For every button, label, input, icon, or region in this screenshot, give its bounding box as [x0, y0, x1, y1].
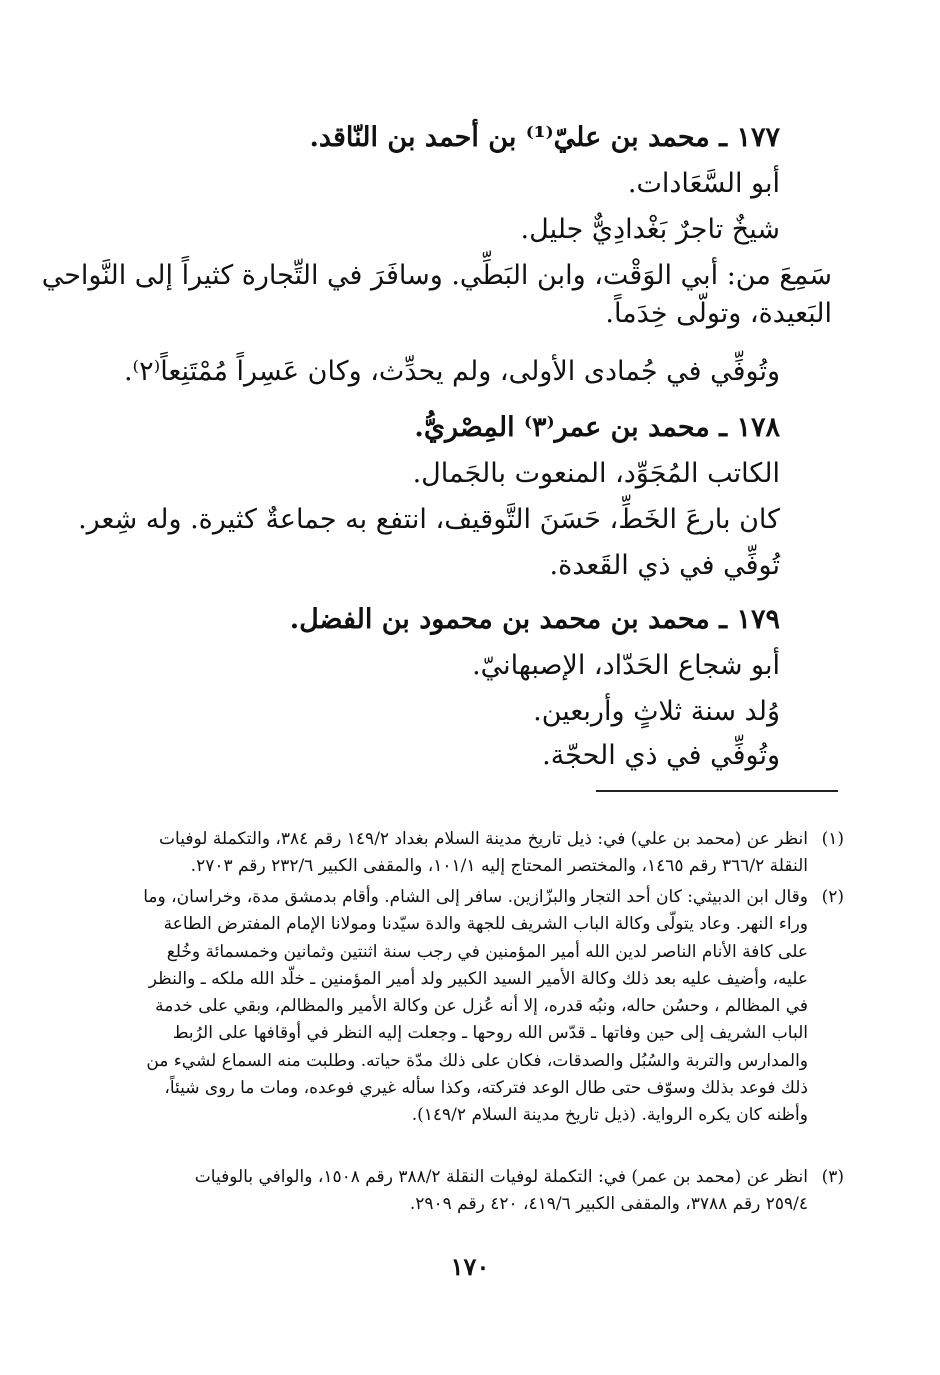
entry-line: شيخٌ تاجرٌ بَغْدادِيٌّ جليل.	[520, 214, 780, 245]
footnote-line: وراء النهر. وعاد يتولّى وكالة الباب الشريف للجهة والدة سيّدنا ومولانا الإمام المفترض الطاعة	[163, 914, 808, 935]
entry-line: كان بارعَ الخَطِّ، حَسَنَ التَّوقيف، انتفع به جماعةٌ كثيرة. وله شِعر.	[78, 504, 780, 535]
entry-line: وتُوفِّي في جُمادى الأولى، ولم يحدِّث، وكان عَسِراً مُمْتَنِعاً⁽٢⁾.	[123, 356, 780, 387]
footnote-text	[114, 1164, 808, 1219]
entry-line: وتُوفِّي في ذي الحجّة.	[542, 740, 780, 771]
footnote-line: الباب الشريف إلى حين وفاتها ـ قدّس الله روحها ـ وجعلت إليه النظر في أوقافها على الرُبط	[172, 1023, 808, 1044]
entry-line: أبو السَّعَادات.	[627, 168, 780, 199]
footnote-line: وقال ابن الدبيثي: كان أحد التجار والبزّازين. سافر إلى الشام. وأقام بدمشق مدة، وخراسان، وما	[143, 887, 808, 907]
page-number: ١٧٠	[450, 1252, 490, 1281]
footnote-line: وأظنه كان يكره الرواية. (ذيل تاريخ مدينة السلام ١٤٩/٢).	[411, 1105, 808, 1126]
footnote-number: (٣)	[821, 1167, 844, 1187]
footnote-number: (٢)	[821, 887, 844, 907]
footnote-2	[114, 884, 844, 1134]
entry-line: أبو شجاع الحَدّاد، الإصبهانيّ.	[472, 650, 780, 681]
footnote-line: انظر عن (محمد بن عمر) في: التكملة لوفيات النقلة ٣٨٨/٢ رقم ١٥٠٨، والوافي بالوفيات	[194, 1167, 808, 1187]
footnote-text	[114, 826, 808, 881]
entry-heading-178: ١٧٨ ـ محمد بن عمر⁽٣⁾ المِصْريُّ.	[414, 412, 780, 443]
entry-heading-179: ١٧٩ ـ محمد بن محمد بن محمود بن الفضل.	[289, 604, 780, 635]
entry-line: تُوفِّي في ذي القَعدة.	[549, 550, 780, 581]
entry-heading-177: ١٧٧ ـ محمد بن عليّ⁽¹⁾ بن أحمد بن النّاقد.	[309, 122, 780, 153]
footnote-line: انظر عن (محمد بن علي) في: ذيل تاريخ مدينة السلام بغداد ١٤٩/٢ رقم ٣٨٤، والتكملة لوفيات	[159, 829, 808, 849]
footnote-number: (١)	[821, 829, 844, 849]
entry-line: البَعيدة، وتولّى خِدَماً.	[605, 298, 832, 329]
footnote-line: النقلة ٣٦٦/٢ رقم ١٤٦٥، والمختصر المحتاج إليه ١٠١/١، والمقفى الكبير ٢٣٢/٦ رقم ٢٧٠٣.	[190, 856, 808, 877]
entry-line: الكاتب المُجَوِّد، المنعوت بالجَمال.	[412, 458, 780, 489]
entry-line: وُلد سنة ثلاثٍ وأربعين.	[533, 696, 780, 727]
footnote-text	[114, 884, 808, 1130]
footnote-line: والمدارس والتربة والسُبُل والصدقات، فكان على ذلك مدّة حياته. وطلبت منه السماع لشيء من	[146, 1050, 808, 1071]
footnote-line: ٢٥٩/٤ رقم ٣٧٨٨، والمقفى الكبير ٤١٩/٦، ٤٢٠ رقم ٢٩٠٩.	[409, 1194, 808, 1215]
footnote-1	[114, 826, 844, 886]
footnote-3	[114, 1164, 844, 1224]
footnote-line: في المظالم ، وحسُن حاله، ونبُه قدره، إلا أنه عُزل عن وكالة الأمير والمظالم، وبقي على خدمة	[155, 996, 808, 1017]
entry-line: سَمِعَ من: أبي الوَقْت، وابن البَطِّي. وسافَرَ في التِّجارة كثيراً إلى النَّواحي	[41, 260, 832, 291]
footnote-line: على كافة الأنام الناصر لدين الله أمير المؤمنين في رجب سنة اثنتين وثمانين وخمسمائة وخُلع	[166, 941, 808, 962]
footnote-line: عليه، وأضيف عليه بعد ذلك وكالة الأمير السيد الكبير ولد أمير المؤمنين ـ خلّد الله ملكه ـ والنظر	[148, 968, 808, 989]
footnote-separator	[596, 790, 838, 792]
footnote-line: ذلك فوعد بذلك وسوّف حتى طال الوعد فتركته، وكذا سأله غيري فوعده، ومات ما روى شيئاً،	[164, 1078, 808, 1099]
